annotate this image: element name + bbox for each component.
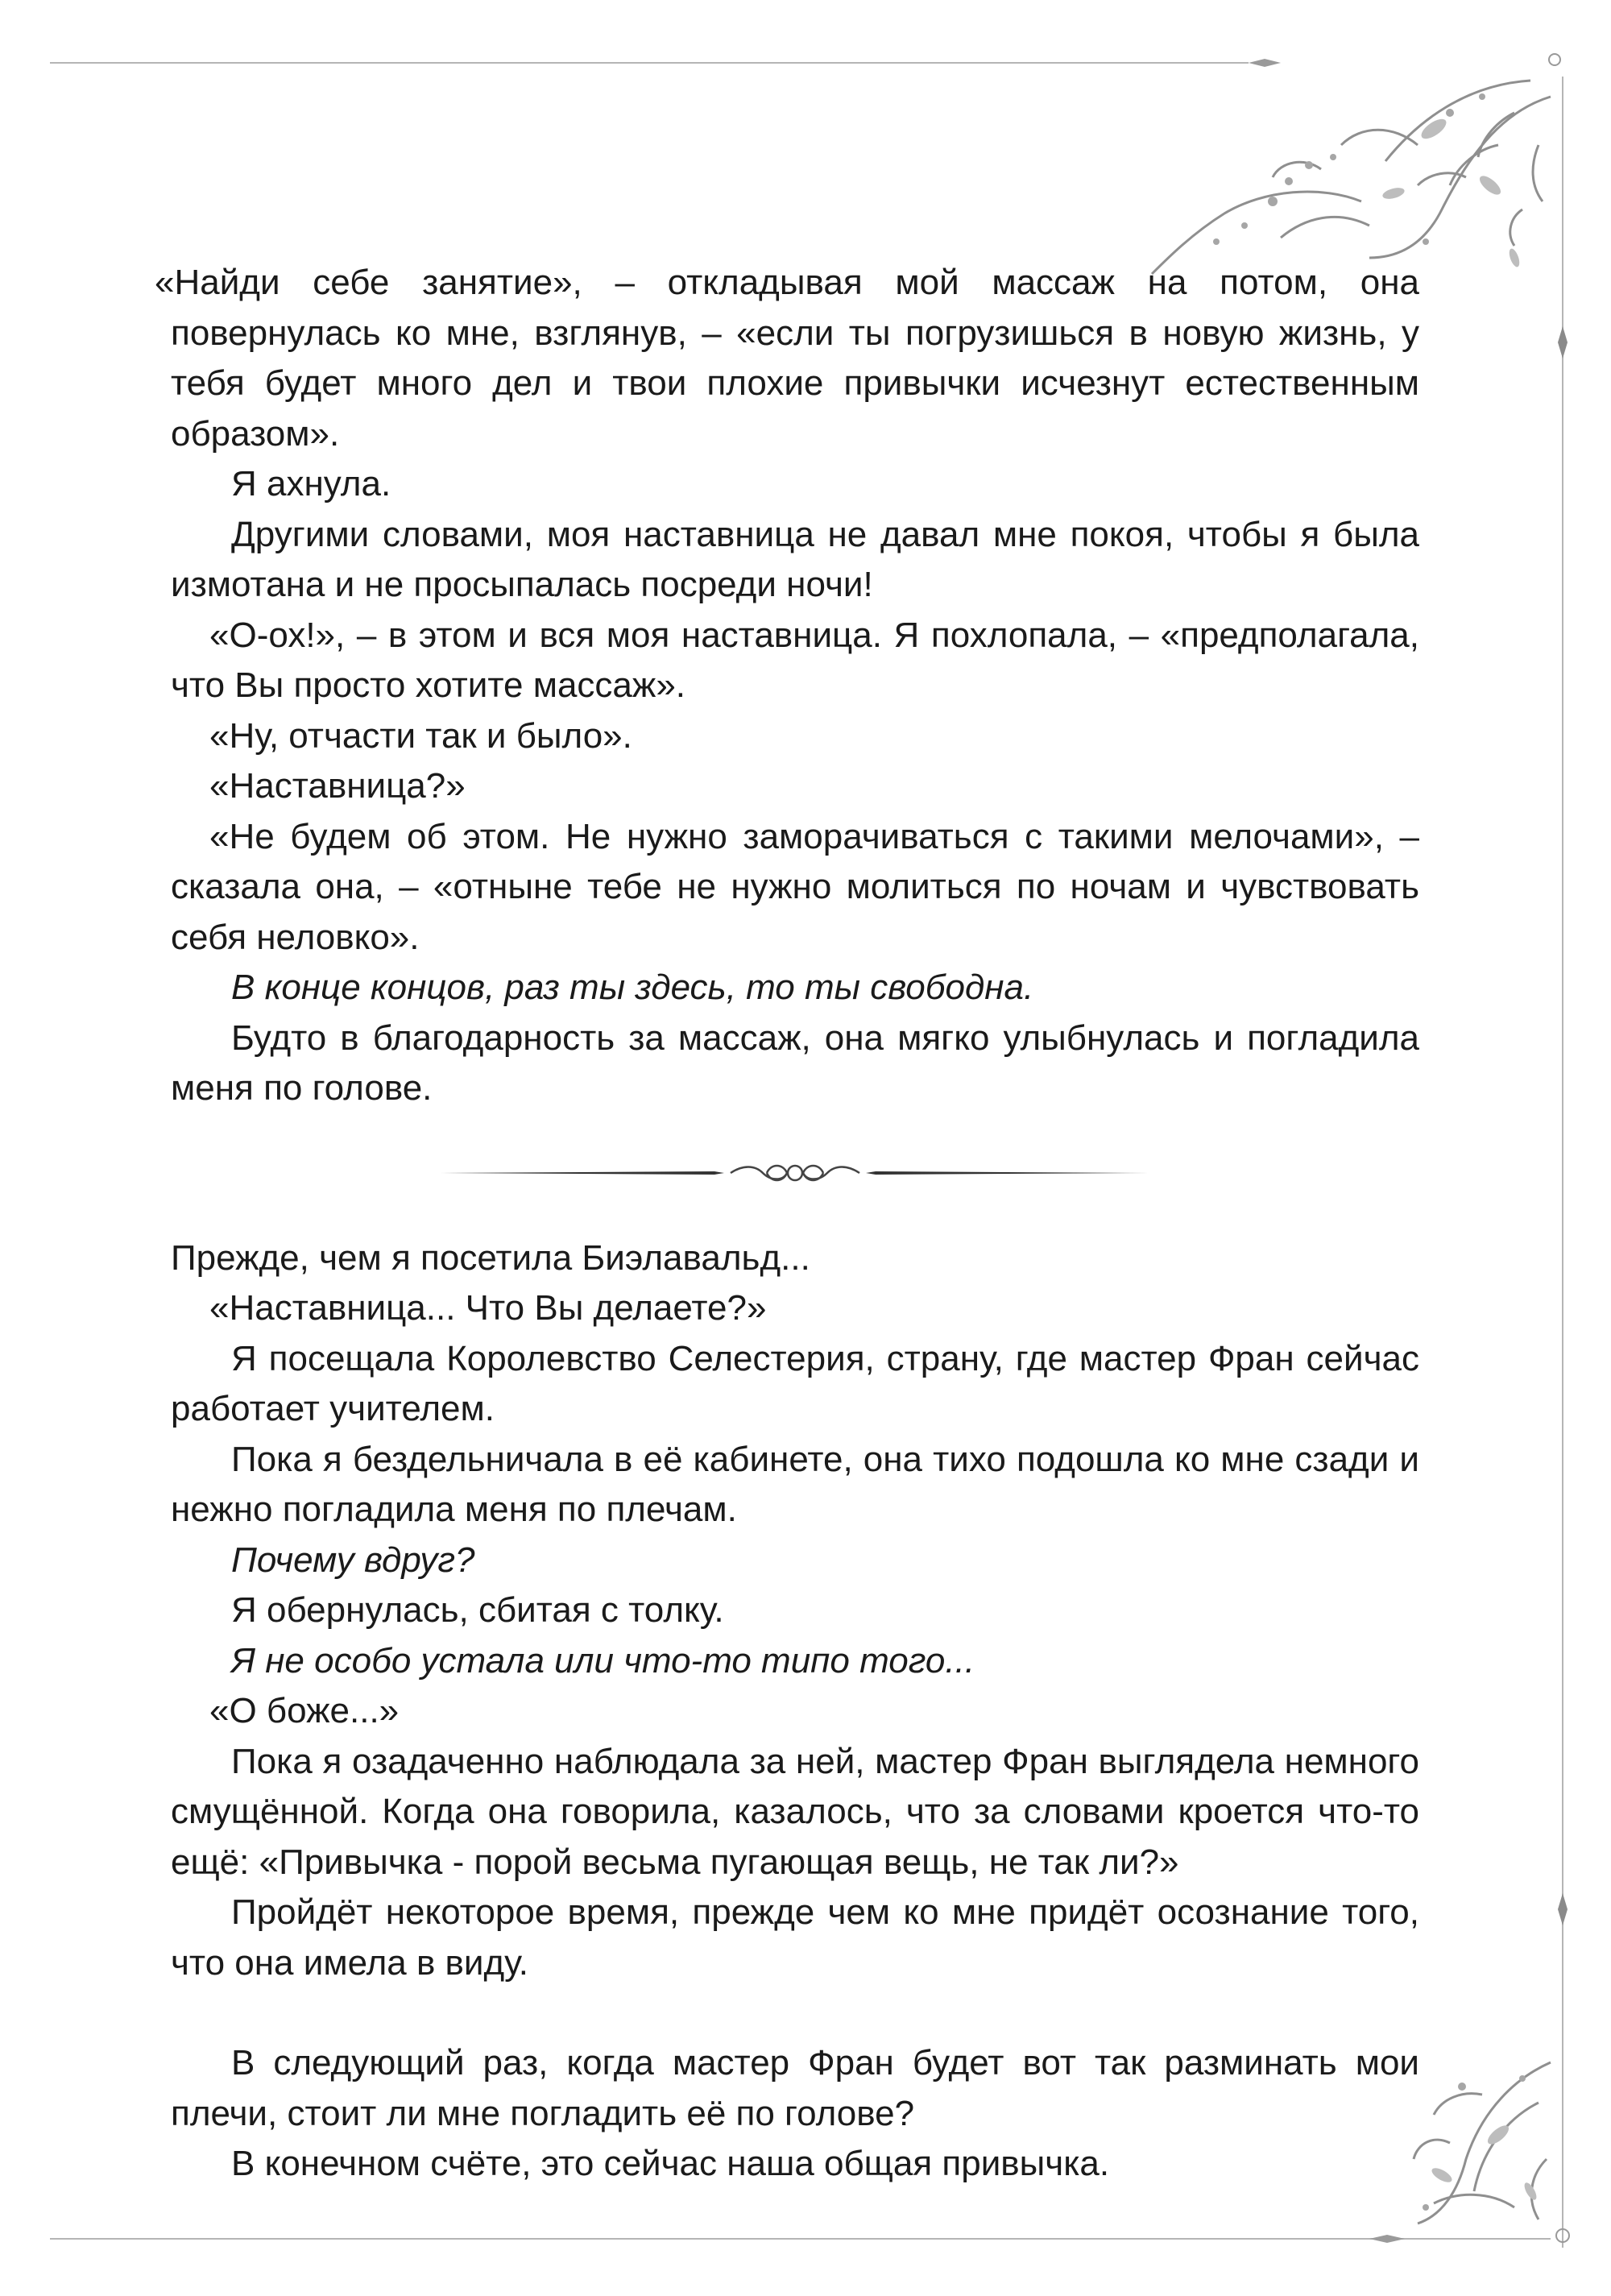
paragraph: «Не будем об этом. Не нужно заморачиваться с такими мелочами», – сказала она, – «отныне тебе не нужно молиться по ночам и чувствовать себя неловко». bbox=[171, 816, 1419, 957]
paragraph: «Наставница... Что Вы делаете?» bbox=[209, 1288, 767, 1328]
paragraph-italic: Почему вдруг? bbox=[231, 1540, 475, 1580]
paragraph: Пока я озадаченно наблюдала за ней, мастер Фран выглядела немного смущённой. Когда она говорила, казалось, что за словами кроется что-то ещё: «Привычка - порой весьма пугающая вещь, не так ли?» bbox=[171, 1741, 1419, 1882]
paragraph: Пройдёт некоторое время, прежде чем ко мне придёт осознание того, что она имела в виду. bbox=[171, 1892, 1419, 1983]
section-3 bbox=[171, 2038, 1419, 2190]
text-block bbox=[155, 258, 1419, 2190]
paragraph: Я посещала Королевство Селестерия, страну, где мастер Фран сейчас работает учителем. bbox=[171, 1338, 1419, 1428]
paragraph: Я ахнула. bbox=[231, 464, 391, 504]
section-2 bbox=[171, 1233, 1419, 1989]
paragraph: «Наставница?» bbox=[209, 766, 466, 806]
paragraph: Будто в благодарность за массаж, она мягко улыбнулась и погладила меня по голове. bbox=[171, 1017, 1419, 1108]
section-1 bbox=[155, 258, 1419, 1114]
paragraph: «О-ох!», – в этом и вся моя наставница. Я похлопала, – «предполагала, что Вы просто хотите массаж». bbox=[171, 615, 1419, 705]
paragraph: В следующий раз, когда мастер Фран будет вот так разминать мои плечи, стоит ли мне погладить её по голове? bbox=[171, 2043, 1419, 2133]
top-rule-tip bbox=[1249, 59, 1281, 67]
paragraph: «Ну, отчасти так и было». bbox=[209, 715, 632, 756]
section-divider-ornament bbox=[441, 1161, 1149, 1185]
paragraph: Я обернулась, сбитая с толку. bbox=[231, 1590, 724, 1630]
paragraph: В конечном счёте, это сейчас наша общая привычка. bbox=[231, 2144, 1110, 2183]
paragraph-italic: В конце концов, раз ты здесь, то ты свободна. bbox=[231, 968, 1034, 1007]
paragraph: Пока я бездельничала в её кабинете, она тихо подошла ко мне сзади и нежно погладила меня по плечам. bbox=[171, 1439, 1419, 1529]
paragraph-italic: Я не особо устала или что-то типо того... bbox=[231, 1640, 975, 1681]
paragraph: «О боже...» bbox=[209, 1691, 400, 1730]
corner-ornament-top-right bbox=[1152, 81, 1551, 274]
paragraph: «Найди себе занятие», – откладывая мой массаж на потом, она повернулась ко мне, взглянув, – «если ты погрузишься в новую жизнь, у тебя будет много дел и твои плохие привычки исчезнут естественным образом». bbox=[155, 263, 1419, 454]
paragraph: Другими словами, моя наставница не давал мне покоя, чтобы я была измотана и не просыпалась посреди ночи! bbox=[171, 514, 1419, 604]
paragraph: Прежде, чем я посетила Биэлавальд... bbox=[171, 1237, 810, 1278]
corner-ornament-bottom-right bbox=[1414, 2062, 1551, 2223]
